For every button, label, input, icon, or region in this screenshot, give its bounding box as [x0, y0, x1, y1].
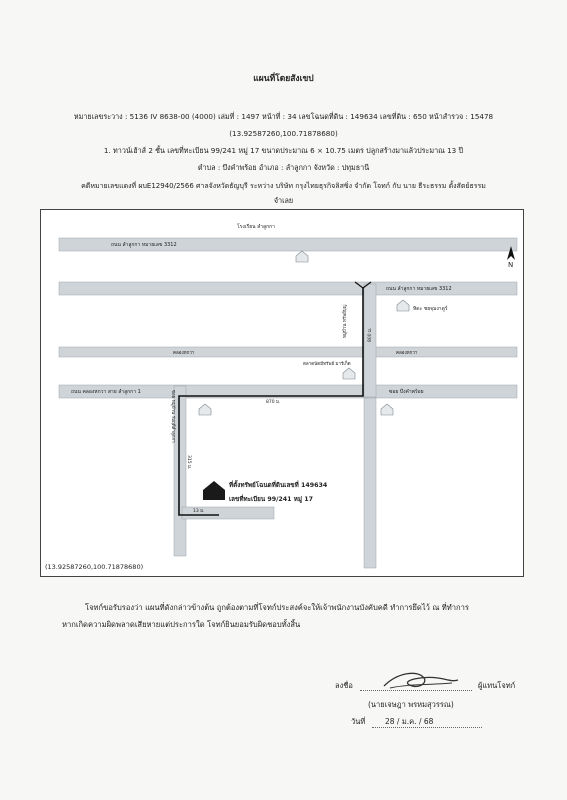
soi-vertical-lower [364, 398, 376, 568]
north-label: N [508, 261, 514, 269]
header-coords: (13.92587260,100.71878680) [229, 129, 338, 138]
header-line-1: หมายเลขระวาง : 5136 IV 8638-00 (4000) เล่มที่ : 1497 หน้าที่ : 34 เลขโฉนดที่ดิน : 149634 เลขที่ดิน : 650 หน้าสำรวจ : 15478 [73, 112, 494, 121]
map-label-school: โรงเรียน ลำลูกกา [237, 224, 275, 230]
school-icon [296, 251, 308, 262]
map-label-market: ตลาดนัดมีทรัพย์ มาร์เก็ต [303, 362, 351, 367]
junction-house-icon [381, 404, 393, 415]
map-label-soi-right: หมู่บ้าน ทรัพย์บุญ [343, 304, 348, 338]
property-label-2: เลขที่ทะเบียน 99/241 หมู่ 17 [229, 496, 313, 503]
map-label-soi-left: ซอย หมู่บ้าน ร่มฤดีลำลูกกา [170, 390, 175, 443]
map-label-road-mid: ถนน คลองหกวา สาย ลำลูกกา 1 [71, 389, 141, 395]
header-line-5: จำเลย [273, 196, 294, 205]
map-label-road-right: ถนน ลำลูกกา หมายเลข 3312 [386, 286, 452, 292]
map-label-junction: ซอย บึงคำพร้อย [389, 389, 424, 395]
statement-line-1: โจทก์ขอรับรองว่า แผนที่ดังกล่าวข้างต้น ถูกต้องตามที่โจทก์ประสงค์จะให้เจ้าพนักงานบังคับคดี ทำการยึดไว้ ณ ที่ทำการ [85, 603, 469, 612]
statement-line-2: หากเกิดความผิดพลาดเสียหายแต่ประการใด โจทก์ยินยอมรับผิดชอบทั้งสิ้น [62, 620, 301, 629]
date-label: วันที่ [351, 717, 366, 726]
signature-image [378, 668, 462, 694]
map-label-dist-soi: 315 ม. [186, 455, 191, 470]
map-label-canal-left: คลองหกวา [173, 351, 195, 356]
header-line-2: 1. ทาวน์เฮ้าส์ 2 ชั้น เลขที่ทะเบียน 99/241 หมู่ 17 ขนาดประมาณ 6 × 10.75 เมตร ปลูกสร้างมาแล้วประมาณ 13 ปี [103, 146, 464, 155]
canal-road [59, 347, 517, 357]
map-label-dist-vertical: 800 ม. [368, 327, 373, 342]
location-map [40, 209, 524, 577]
sign-label: ลงชื่อ [335, 681, 353, 690]
property-house-icon [203, 481, 225, 500]
signature-name: (นายเจษฎา พรหมสุวรรณ) [368, 700, 454, 709]
market-house-icon [343, 368, 355, 379]
signature-role: ผู้แทนโจทก์ [478, 681, 516, 690]
map-coords-bottom: (13.92587260,100.71878680) [45, 563, 144, 571]
date-value: 28 / ม.ค. / 68 [385, 717, 434, 726]
map-label-dist-mid: 870 ม. [266, 400, 281, 405]
village-house-icon [397, 300, 409, 311]
header-line-3: ตำบล : บึงคำพร้อย อำเภอ : ลำลูกกา จังหวัด : ปทุมธานี [197, 163, 370, 172]
map-label-road-top: ถนน ลำลูกกา หมายเลข 3312 [111, 242, 177, 248]
map-label-dist-last: 13 ม. [193, 509, 205, 514]
page-title: แผนที่โดยสังเขป [253, 74, 314, 84]
map-label-village: หิดะ ชยจุมงาดูร์ [413, 306, 448, 312]
map-label-canal-right: คลองหกวา [396, 351, 418, 356]
left-house-icon [199, 404, 211, 415]
property-label-1: ที่ตั้งทรัพย์โฉนดที่ดินเลขที่ 149634 [229, 482, 328, 489]
header-line-4: คดีหมายเลขแดงที่ ผบE12940/2566 ศาลจังหวัดธัญบุรี ระหว่าง บริษัท กรุงไทยธุรกิจลิสซิ่ง จำกัด โจทก์ กับ นาย ธีระธรรม ตั้งสัตย์ธรรม [81, 182, 486, 190]
date-line [372, 727, 482, 728]
